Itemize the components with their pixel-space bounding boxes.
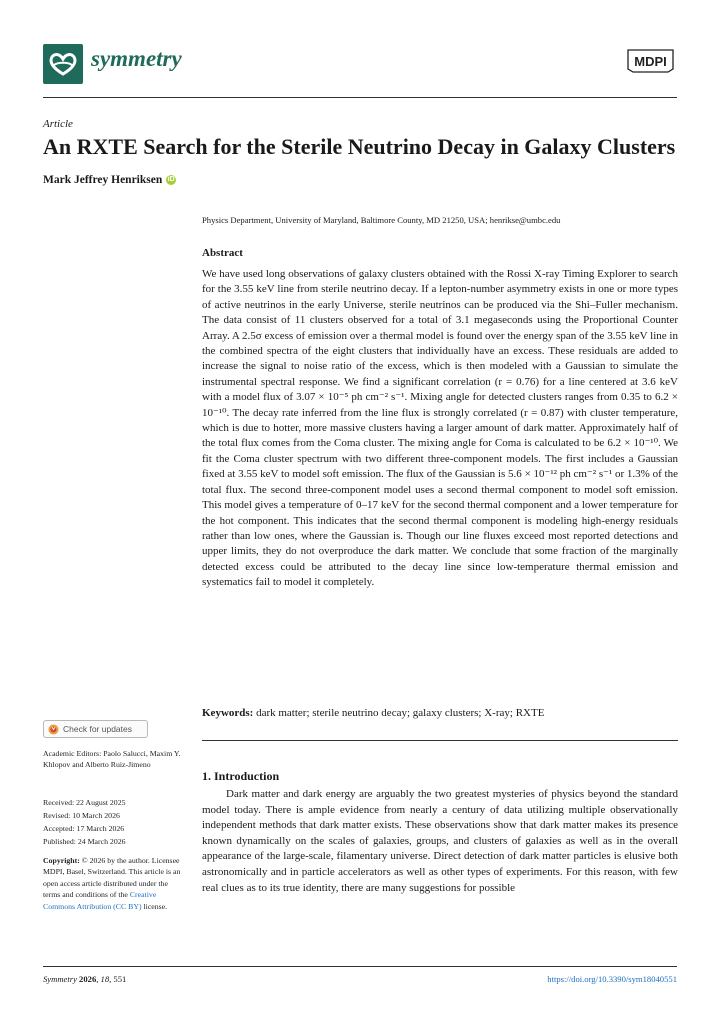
copyright-notice [43, 855, 183, 912]
check-for-updates-button[interactable] [43, 720, 148, 738]
orcid-icon[interactable]: iD [167, 176, 175, 183]
footer-article-number: 551 [113, 974, 127, 984]
introduction-text [202, 787, 678, 896]
abstract-heading: Abstract [202, 247, 243, 259]
doi-link[interactable]: https://doi.org/10.3390/sym18040551 [547, 974, 677, 984]
footer-volume: 18 [100, 974, 110, 984]
keywords-divider [202, 740, 678, 741]
journal-name: symmetry [91, 46, 182, 71]
article-type: Article [43, 118, 73, 130]
section-heading-introduction: 1. Introduction [202, 769, 280, 783]
mdpi-logo [624, 47, 677, 75]
license-tail: license. [141, 901, 168, 911]
abstract-text: We have used long observations of galaxy clusters obtained with the Rossi X-ray Timing Explorer to search for the 3.55 keV line from sterile neutrino decay. If a lepton-number asymmetry exists in one or more types of active neutrinos in the early Universe, sterile neutrinos can be produced via the Shi–Fuller mechanism. The data consist of 11 clusters observed for a total of 3.1 megaseconds using the Proportional Counter Array. A 2.5σ excess of emission over a thermal model is found over the energy span of the 3.55 keV line in the combined spectra of the eight clusters that individually have an excess. These residuals are added to increase the signal to noise ratio of the excess, which is then modeled with a Gaussian to simulate the instrumental spectral response. We find a significant correlation (r = 0.76) for a line centered at 3.6 keV with a model flux of 3.07 × 10⁻⁵ ph cm⁻² s⁻¹. Mixing angle for detected clusters ranges from 0.35 to 6.2 × 10⁻¹⁰. The decay rate inferred from the line flux is strongly correlated (r = 0.87) with cluster temperature, which is due to hotter, more massive clusters having a larger amount of dark matter. Approximately half of the total flux comes from the Coma cluster. The mixing angle for Coma is calculated to be 6.2 × 10⁻¹⁰. We fit the Coma cluster spectrum with two different three-component models. The first includes a Gaussian fixed at 3.55 keV to model soft emission. The flux of the Gaussian is 5.6 × 10⁻¹² ph cm⁻² s⁻¹ or 1.3% of the total flux. The second three-component model uses a second thermal component to model soft emission. This model gives a temperature of 0–17 keV for the second thermal component and a lower temperature for the hot component. This indicates that the second thermal component is modeling high-energy residuals rather than low ones, where the Gaussian is. Though our line fluxes exceed most reported detections and upper limits, they do not overproduce the dark matter. We conclude that some fraction of the marginally detected excess could be attributed to the decay line since low-temperature thermal emission and systematics fail to model it completely. [202, 268, 678, 589]
symmetry-logo-icon [43, 44, 83, 84]
copyright-text: © 2026 by the author. Licensee MDPI, Basel, Switzerland. This article is an open access article distributed under the terms and conditions of the [43, 856, 181, 900]
date-accepted: Accepted: 17 March 2026 [43, 824, 125, 833]
academic-editors: Academic Editors: Paolo Salucci, Maxim Y. Khlopov and Alberto Ruiz-Jimeno [43, 749, 181, 770]
publisher-name: MDPI [634, 54, 667, 69]
date-received: Received: 22 August 2025 [43, 798, 126, 807]
introduction-paragraph: Dark matter and dark energy are arguably the two greatest mysteries of physics beyond the standard model today. There is ample evidence from nearly a century of data utilizing multiple observationally independent methods that dark matter exists. These observations show that dark matter makes its presence known dynamically on the scales of galaxies, groups, and clusters of galaxies as well as in the overall appearance of the large-scale, filamentary universe. Direct detection of dark matter particles is elusive both astronomically and in particle accelerators as well as other types of experiments. For this reason, with few real clues as to its true identity, there are many suggestions for possible [202, 788, 678, 894]
article-title: An RXTE Search for the Sterile Neutrino Decay in Galaxy Clusters [43, 134, 676, 159]
keywords-list: dark matter; sterile neutrino decay; galaxy clusters; X-ray; RXTE [253, 707, 545, 719]
author-line [43, 174, 176, 186]
header-divider [43, 97, 677, 98]
affiliation: Physics Department, University of Maryland, Baltimore County, MD 21250, USA; henrikse@umbc.edu [202, 215, 561, 225]
footer-divider [43, 966, 677, 967]
keywords-label: Keywords: [202, 707, 254, 719]
author-name[interactable]: Mark Jeffrey Henriksen [43, 174, 163, 186]
date-published: Published: 24 March 2026 [43, 837, 126, 846]
license-link[interactable]: Creative Commons Attribution (CC BY) [43, 890, 157, 911]
check-updates-icon [48, 724, 59, 735]
date-revised: Revised: 10 March 2026 [43, 811, 120, 820]
keywords [202, 707, 678, 719]
journal-logo [43, 44, 83, 84]
footer-year: 2026 [79, 974, 97, 984]
copyright-label: Copyright: [43, 856, 80, 865]
footer-journal: Symmetry [43, 974, 77, 984]
check-updates-label: Check for updates [63, 724, 132, 734]
citation-line: Symmetry 2026, 18, 551 [43, 974, 127, 984]
